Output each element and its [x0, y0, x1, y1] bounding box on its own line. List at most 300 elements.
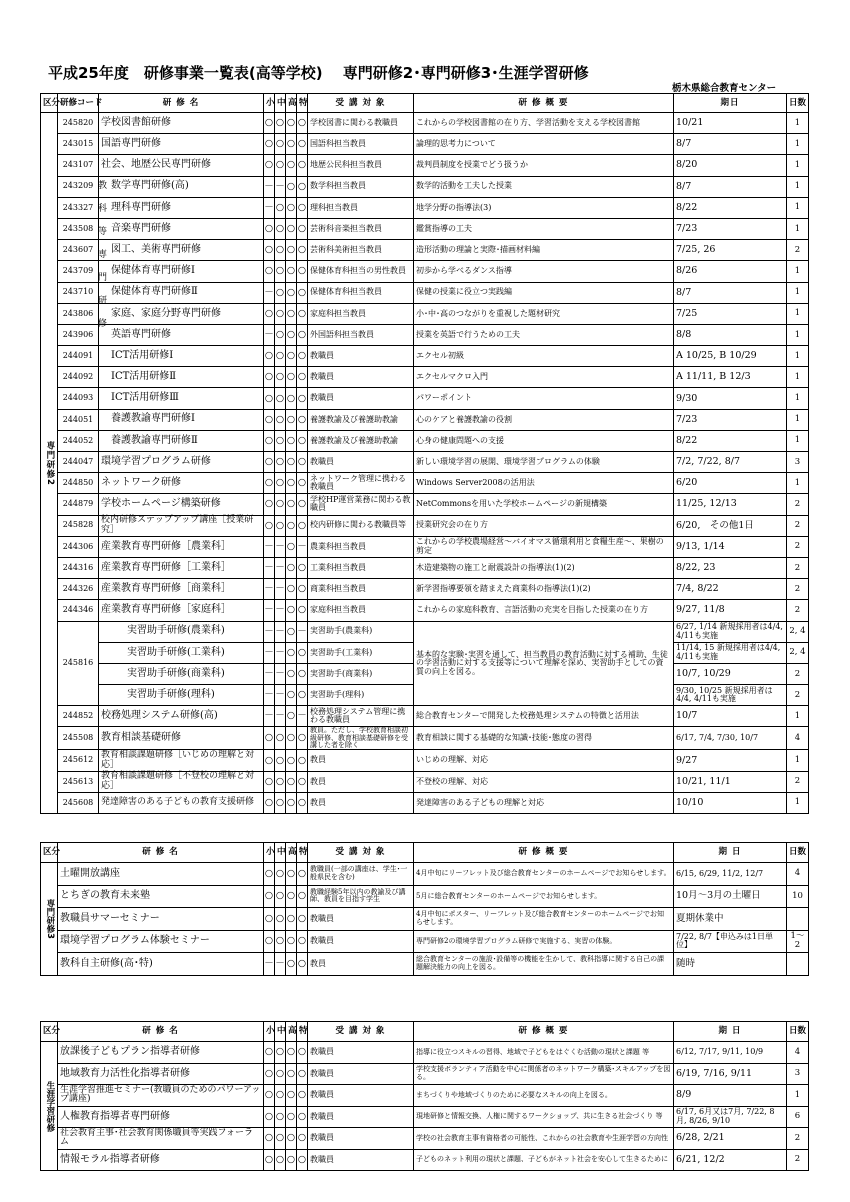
mark-elementary: ○ — [264, 113, 275, 134]
header-target: 受 講 対 象 — [308, 1022, 414, 1042]
mark-special: ○ — [297, 863, 308, 886]
table-row — [41, 771, 809, 792]
training-name: 産業教育専門研修［家庭科］ — [99, 600, 264, 621]
table-row — [41, 600, 809, 621]
training-summary: これからの学校農場経営～バイオマス循環利用と食糧生産～、果樹の剪定 — [414, 536, 674, 557]
section-label-cell — [41, 113, 58, 814]
mark-junior-high: ○ — [275, 930, 286, 953]
mark-elementary: ○ — [264, 367, 275, 388]
training-name: 家庭、家庭分野専門研修 — [99, 303, 264, 324]
header-name: 研 修 名 — [99, 94, 264, 113]
training-code: 245816 — [58, 621, 99, 706]
mark-junior-high: ○ — [275, 1085, 286, 1107]
mark-special: ○ — [297, 727, 308, 750]
training-name: 保健体育専門研修Ⅱ — [99, 282, 264, 303]
training-days: 1 — [787, 134, 809, 155]
training-days: 2 — [787, 685, 809, 706]
training-date: 6/21, 12/2 — [674, 1149, 787, 1171]
training-name: 産業教育専門研修［農業科］ — [99, 536, 264, 557]
training-days: 4 — [787, 727, 809, 750]
table-row — [41, 452, 809, 473]
training-summary: 心のケアと養護教諭の役割 — [414, 409, 674, 430]
target-participants: 理科担当教員 — [308, 197, 414, 218]
target-participants: 教職員 — [308, 1149, 414, 1171]
mark-special: ○ — [297, 1106, 308, 1128]
header-elementary: 小 — [264, 1022, 275, 1042]
mark-elementary: ○ — [264, 885, 275, 908]
mark-elementary: － — [264, 536, 275, 557]
training-code: 244052 — [58, 430, 99, 451]
table-row — [41, 1063, 809, 1085]
mark-high: ○ — [286, 261, 297, 282]
target-participants: 農業科担当教員 — [308, 536, 414, 557]
mark-junior-high: ○ — [275, 218, 286, 239]
training-code: 244047 — [58, 452, 99, 473]
mark-junior-high: ○ — [275, 1063, 286, 1085]
training-date: 8/7 — [674, 282, 787, 303]
target-participants: 教職員 — [308, 1106, 414, 1128]
training-summary: 授業を英語で行うための工夫 — [414, 324, 674, 345]
target-participants: 養護教諭及び養護助教諭 — [308, 409, 414, 430]
target-participants: 外国語科担当教員 — [308, 324, 414, 345]
mark-special: ○ — [297, 908, 308, 931]
training-summary: 裁判員制度を授業でどう扱うか — [414, 155, 674, 176]
mark-special: ○ — [297, 1128, 308, 1150]
page-title: 平成25年度 研修事業一覧表(高等学校) 専門研修2･専門研修3･生涯学習研修 — [48, 64, 589, 82]
target-participants: 教職員 — [308, 1042, 414, 1064]
mark-elementary: ○ — [264, 452, 275, 473]
mark-high: ○ — [286, 346, 297, 367]
target-participants: 家庭科担当教員 — [308, 600, 414, 621]
training-name: 発達障害のある子どもの教育支援研修 — [99, 792, 264, 813]
training-name: 生涯学習推進セミナー(教職員のためのパワーアップ講座) — [58, 1085, 264, 1107]
training-summary: 鑑賞指導の工夫 — [414, 218, 674, 239]
training-code: 244346 — [58, 600, 99, 621]
mark-junior-high: ○ — [275, 908, 286, 931]
mark-elementary: ○ — [264, 388, 275, 409]
table-row — [41, 750, 809, 771]
training-summary: 総合教育センターで開発した校務処理システムの特徴と活用法 — [414, 706, 674, 727]
training-name: 環境学習プログラム研修 — [99, 452, 264, 473]
sub-section-label: 教科等専門研修 — [96, 180, 106, 341]
section-label-cell — [41, 863, 58, 976]
table-row — [41, 303, 809, 324]
training-date: 10/10 — [674, 792, 787, 813]
training-days: 2 — [787, 536, 809, 557]
mark-special: ○ — [297, 885, 308, 908]
header-section: 区分 — [41, 1022, 58, 1042]
training-name: 実習助手研修(商業科) — [99, 663, 264, 684]
training-name: 養護教諭専門研修Ⅱ — [99, 430, 264, 451]
training-code: 243327 — [58, 197, 99, 218]
table-row — [41, 261, 809, 282]
mark-junior-high: － — [275, 953, 286, 976]
table-row — [41, 282, 809, 303]
training-summary: 4月中旬にリーフレット及び総合教育センターのホームページでお知らせします。 — [414, 863, 674, 886]
target-participants: 家庭科担当教員 — [308, 303, 414, 324]
training-summary: エクセルマクロ入門 — [414, 367, 674, 388]
mark-elementary: ○ — [264, 1128, 275, 1150]
mark-junior-high: ○ — [275, 240, 286, 261]
training-code: 244093 — [58, 388, 99, 409]
training-date: 7/2, 7/22, 8/7 — [674, 452, 787, 473]
mark-elementary: ○ — [264, 134, 275, 155]
training-days: 3 — [787, 1063, 809, 1085]
mark-elementary: ○ — [264, 1063, 275, 1085]
mark-junior-high: ○ — [275, 863, 286, 886]
mark-high: ○ — [286, 771, 297, 792]
table-row — [41, 727, 809, 750]
header-junior-high: 中 — [275, 843, 286, 863]
training-name: ICT活用研修Ⅱ — [99, 367, 264, 388]
training-summary: 論理的思考力について — [414, 134, 674, 155]
training-name: 実習助手研修(工業科) — [99, 642, 264, 663]
table-row — [41, 792, 809, 813]
header-date: 期 日 — [674, 1022, 787, 1042]
mark-high: ○ — [286, 430, 297, 451]
organization-name: 栃木県総合教育センター — [672, 83, 777, 94]
header-high: 高 — [286, 94, 297, 113]
mark-special: ○ — [297, 579, 308, 600]
mark-junior-high: ○ — [275, 282, 286, 303]
mark-special: － — [297, 536, 308, 557]
training-date: 8/22 — [674, 430, 787, 451]
mark-junior-high: ○ — [275, 155, 286, 176]
header-days: 日数 — [787, 843, 809, 863]
header-summary: 研 修 概 要 — [414, 94, 674, 113]
header-elementary: 小 — [264, 94, 275, 113]
training-date: 10/7, 10/29 — [674, 663, 787, 684]
mark-elementary: － — [264, 579, 275, 600]
training-date: 10/21, 11/1 — [674, 771, 787, 792]
training-days: 4 — [787, 1042, 809, 1064]
mark-elementary: － — [264, 642, 275, 663]
training-days: 2 — [787, 557, 809, 578]
mark-high: ○ — [286, 473, 297, 494]
target-participants: 保健体育科担当の男性教員 — [308, 261, 414, 282]
training-date: 9/13, 1/14 — [674, 536, 787, 557]
training-date: 6/17, 6月又は7月, 7/22, 8月, 8/26, 9/10 — [674, 1106, 787, 1128]
mark-junior-high: － — [275, 536, 286, 557]
mark-special: ○ — [297, 388, 308, 409]
table-row — [41, 908, 809, 931]
mark-high: ○ — [286, 953, 297, 976]
mark-high: ○ — [286, 452, 297, 473]
table-row — [41, 155, 809, 176]
mark-high: ○ — [286, 1085, 297, 1107]
training-days: 2, 4 — [787, 642, 809, 663]
mark-junior-high: ○ — [275, 515, 286, 536]
training-code: 244092 — [58, 367, 99, 388]
target-participants: 教職経験5年以内の教諭及び講師、教員を目指す学生 — [308, 885, 414, 908]
mark-special: ○ — [297, 1085, 308, 1107]
training-name: 養護教諭専門研修Ⅰ — [99, 409, 264, 430]
mark-special: － — [297, 621, 308, 642]
table-row — [41, 113, 809, 134]
mark-elementary: ○ — [264, 409, 275, 430]
mark-junior-high: ○ — [275, 113, 286, 134]
training-date: 8/8 — [674, 324, 787, 345]
mark-special: ○ — [297, 409, 308, 430]
header-section: 区分 — [41, 94, 58, 113]
mark-elementary: ○ — [264, 218, 275, 239]
target-participants: 芸術科美術担当教員 — [308, 240, 414, 261]
mark-high: ○ — [286, 863, 297, 886]
mark-junior-high: ○ — [275, 727, 286, 750]
training-days: 2 — [787, 1149, 809, 1171]
mark-high: ○ — [286, 303, 297, 324]
mark-elementary: ○ — [264, 155, 275, 176]
mark-special: ○ — [297, 642, 308, 663]
mark-junior-high: ○ — [275, 303, 286, 324]
training-date: 8/22 — [674, 197, 787, 218]
mark-high: ○ — [286, 1106, 297, 1128]
mark-high: ○ — [286, 113, 297, 134]
mark-special: － — [297, 706, 308, 727]
header-code: 研修コード — [58, 94, 99, 113]
training-days: 1 — [787, 1085, 809, 1107]
training-date: 9/27 — [674, 750, 787, 771]
mark-junior-high: ○ — [275, 452, 286, 473]
mark-junior-high: ○ — [275, 494, 286, 515]
training-summary: いじめの理解、対応 — [414, 750, 674, 771]
mark-high: ○ — [286, 727, 297, 750]
table-row — [41, 1128, 809, 1150]
table-row — [41, 579, 809, 600]
mark-special: ○ — [297, 1042, 308, 1064]
section-label-cell — [41, 1042, 58, 1171]
training-days: 2, 4 — [787, 621, 809, 642]
section-label: 専門研修3 — [44, 898, 55, 939]
mark-special: ○ — [297, 113, 308, 134]
mark-high: ○ — [286, 621, 297, 642]
training-name: ネットワーク研修 — [99, 473, 264, 494]
table-row — [41, 134, 809, 155]
mark-elementary: ○ — [264, 1085, 275, 1107]
training-days: 2 — [787, 663, 809, 684]
target-participants: 保健体育科担当教員 — [308, 282, 414, 303]
training-days: 1 — [787, 750, 809, 771]
training-summary: NetCommonsを用いた学校ホームページの新規構築 — [414, 494, 674, 515]
mark-junior-high: ○ — [275, 885, 286, 908]
mark-junior-high: ○ — [275, 367, 286, 388]
training-name: とちぎの教育未来塾 — [58, 885, 264, 908]
mark-elementary: － — [264, 176, 275, 197]
mark-high: ○ — [286, 388, 297, 409]
mark-special: ○ — [297, 303, 308, 324]
mark-elementary: － — [264, 663, 275, 684]
training-name: 学校ホームページ構築研修 — [99, 494, 264, 515]
training-days: 1 — [787, 324, 809, 345]
training-code: 244316 — [58, 557, 99, 578]
mark-junior-high: － — [275, 685, 286, 706]
table-row — [41, 1042, 809, 1064]
training-days: 2 — [787, 515, 809, 536]
mark-elementary: ○ — [264, 1106, 275, 1128]
mark-elementary: ○ — [264, 346, 275, 367]
training-date: 6/12, 7/17, 9/11, 10/9 — [674, 1042, 787, 1064]
target-participants: 学校図書に関わる教職員 — [308, 113, 414, 134]
training-summary: エクセル初級 — [414, 346, 674, 367]
training-summary: 新しい環境学習の展開、環境学習プログラムの体験 — [414, 452, 674, 473]
training-date: 9/27, 11/8 — [674, 600, 787, 621]
header-special: 特 — [297, 843, 308, 863]
training-days: 4 — [787, 863, 809, 886]
training-summary: 心身の健康問題への支援 — [414, 430, 674, 451]
training-days: 1 — [787, 303, 809, 324]
training-summary: 学校の社会教育主事有資格者の可能性、これからの社会教育や生涯学習の方向性 — [414, 1128, 674, 1150]
training-code: 243107 — [58, 155, 99, 176]
mark-high: ○ — [286, 197, 297, 218]
training-summary: これからの家庭科教育、言語活動の充実を目指した授業の在り方 — [414, 600, 674, 621]
training-name: 理科専門研修 — [99, 197, 264, 218]
training-name: 校務処理システム研修(高) — [99, 706, 264, 727]
training-date: 11/14, 15 新規採用者は4/4, 4/11も実施 — [674, 642, 787, 663]
training-days — [787, 908, 809, 931]
training-date: 8/7 — [674, 176, 787, 197]
mark-junior-high: ○ — [275, 261, 286, 282]
training-days: 1 — [787, 113, 809, 134]
training-days: 1 — [787, 346, 809, 367]
mark-elementary: ○ — [264, 473, 275, 494]
mark-special: ○ — [297, 1149, 308, 1171]
mark-junior-high: ○ — [275, 792, 286, 813]
table-row — [41, 1106, 809, 1128]
training-days: 1 — [787, 409, 809, 430]
table-row — [41, 430, 809, 451]
header-days: 日数 — [787, 1022, 809, 1042]
target-participants: 教員。ただし、学校教育相談初級研修、教育相談基礎研修を受講した者を除く — [308, 727, 414, 750]
training-date: A 11/11, B 12/3 — [674, 367, 787, 388]
training-summary: Windows Server2008の活用法 — [414, 473, 674, 494]
training-summary: 現地研修と情報交換、人権に関するワークショップ、共に生きる社会づくり 等 — [414, 1106, 674, 1128]
training-days: 2 — [787, 494, 809, 515]
training-name: 地域教育力活性化指導者研修 — [58, 1063, 264, 1085]
training-date: 7/25 — [674, 303, 787, 324]
training-code: 244850 — [58, 473, 99, 494]
section-label: 生涯学習研修 — [44, 1080, 55, 1132]
training-name: 実習助手研修(理科) — [99, 685, 264, 706]
table-row — [41, 240, 809, 261]
table-row — [41, 557, 809, 578]
training-name: 人権教育指導者専門研修 — [58, 1106, 264, 1128]
training-days: 2 — [787, 579, 809, 600]
mark-junior-high: － — [275, 642, 286, 663]
mark-elementary: ○ — [264, 930, 275, 953]
training-days: 1 — [787, 261, 809, 282]
header-days: 日数 — [787, 94, 809, 113]
mark-high: ○ — [286, 1128, 297, 1150]
mark-elementary: － — [264, 197, 275, 218]
training-days — [787, 953, 809, 976]
training-days: 1～2 — [787, 930, 809, 953]
training-date: 10月～3月の土曜日 — [674, 885, 787, 908]
mark-special: ○ — [297, 197, 308, 218]
target-participants: 教職員 — [308, 1128, 414, 1150]
training-code: 244879 — [58, 494, 99, 515]
mark-elementary: － — [264, 706, 275, 727]
header-name: 研 修 名 — [58, 843, 264, 863]
mark-high: ○ — [286, 642, 297, 663]
training-summary: 子どものネット利用の現状と課題、子どもがネット社会を安心して生きるために — [414, 1149, 674, 1171]
mark-elementary: ○ — [264, 1042, 275, 1064]
header-target: 受 講 対 象 — [308, 94, 414, 113]
table-header-row — [41, 1022, 809, 1042]
mark-special: ○ — [297, 134, 308, 155]
training-summary: 教育相談に関する基礎的な知識･技能･態度の習得 — [414, 727, 674, 750]
training-code: 243710 — [58, 282, 99, 303]
training-code: 244306 — [58, 536, 99, 557]
training-days: 1 — [787, 155, 809, 176]
training-name: 産業教育専門研修［商業科］ — [99, 579, 264, 600]
training-date: 6/28, 2/21 — [674, 1128, 787, 1150]
training-date: 11/25, 12/13 — [674, 494, 787, 515]
mark-elementary: ○ — [264, 515, 275, 536]
training-summary: 初歩から学べるダンス指導 — [414, 261, 674, 282]
mark-high: ○ — [286, 600, 297, 621]
target-participants: 教職員 — [308, 908, 414, 931]
training-summary: 木造建築物の施工と耐震設計の指導法(1)(2) — [414, 557, 674, 578]
training-summary: 保健の授業に役立つ実践編 — [414, 282, 674, 303]
mark-special: ○ — [297, 953, 308, 976]
training-name: 校内研修ステップアップ講座［授業研究］ — [99, 515, 264, 536]
mark-elementary: ○ — [264, 750, 275, 771]
table-row — [41, 1085, 809, 1107]
table-row — [41, 536, 809, 557]
mark-special: ○ — [297, 600, 308, 621]
training-date: 10/7 — [674, 706, 787, 727]
training-summary: 地学分野の指導法(3) — [414, 197, 674, 218]
mark-high: ○ — [286, 663, 297, 684]
header-junior-high: 中 — [275, 94, 286, 113]
header-special: 特 — [297, 1022, 308, 1042]
training-name: 環境学習プログラム体験セミナー — [58, 930, 264, 953]
training-name: 産業教育専門研修［工業科］ — [99, 557, 264, 578]
header-elementary: 小 — [264, 843, 275, 863]
table-row — [41, 953, 809, 976]
table-row — [41, 367, 809, 388]
table-specialized-training-2 — [40, 93, 809, 814]
table-row — [41, 473, 809, 494]
table-row — [41, 863, 809, 886]
target-participants: 地歴公民科担当教員 — [308, 155, 414, 176]
training-code: 243015 — [58, 134, 99, 155]
training-summary: パワーポイント — [414, 388, 674, 409]
target-participants: 教員 — [308, 792, 414, 813]
training-name: 実習助手研修(農業科) — [99, 621, 264, 642]
training-days: 1 — [787, 388, 809, 409]
mark-elementary: － — [264, 324, 275, 345]
target-participants: 校内研修に関わる教職員等 — [308, 515, 414, 536]
mark-high: ○ — [286, 324, 297, 345]
mark-junior-high: － — [275, 706, 286, 727]
mark-junior-high: ○ — [275, 1128, 286, 1150]
mark-junior-high: ○ — [275, 324, 286, 345]
training-code: 245820 — [58, 113, 99, 134]
training-date: 8/9 — [674, 1085, 787, 1107]
mark-high: ○ — [286, 515, 297, 536]
training-summary: 基本的な実験･実習を通して、担当教員の教育活動に対する補助、生徒の学習活動に対する支援等について理解を深め、実習助手としての資質の向上を図る。 — [414, 621, 674, 706]
training-date: 6/17, 7/4, 7/30, 10/7 — [674, 727, 787, 750]
mark-high: ○ — [286, 930, 297, 953]
mark-high: ○ — [286, 1063, 297, 1085]
table-header-row — [41, 843, 809, 863]
target-participants: 国語科担当教員 — [308, 134, 414, 155]
mark-high: ○ — [286, 494, 297, 515]
mark-junior-high: ○ — [275, 346, 286, 367]
training-summary: まちづくりや地域づくりのために必要なスキルの向上を図る。 — [414, 1085, 674, 1107]
mark-elementary: － — [264, 600, 275, 621]
